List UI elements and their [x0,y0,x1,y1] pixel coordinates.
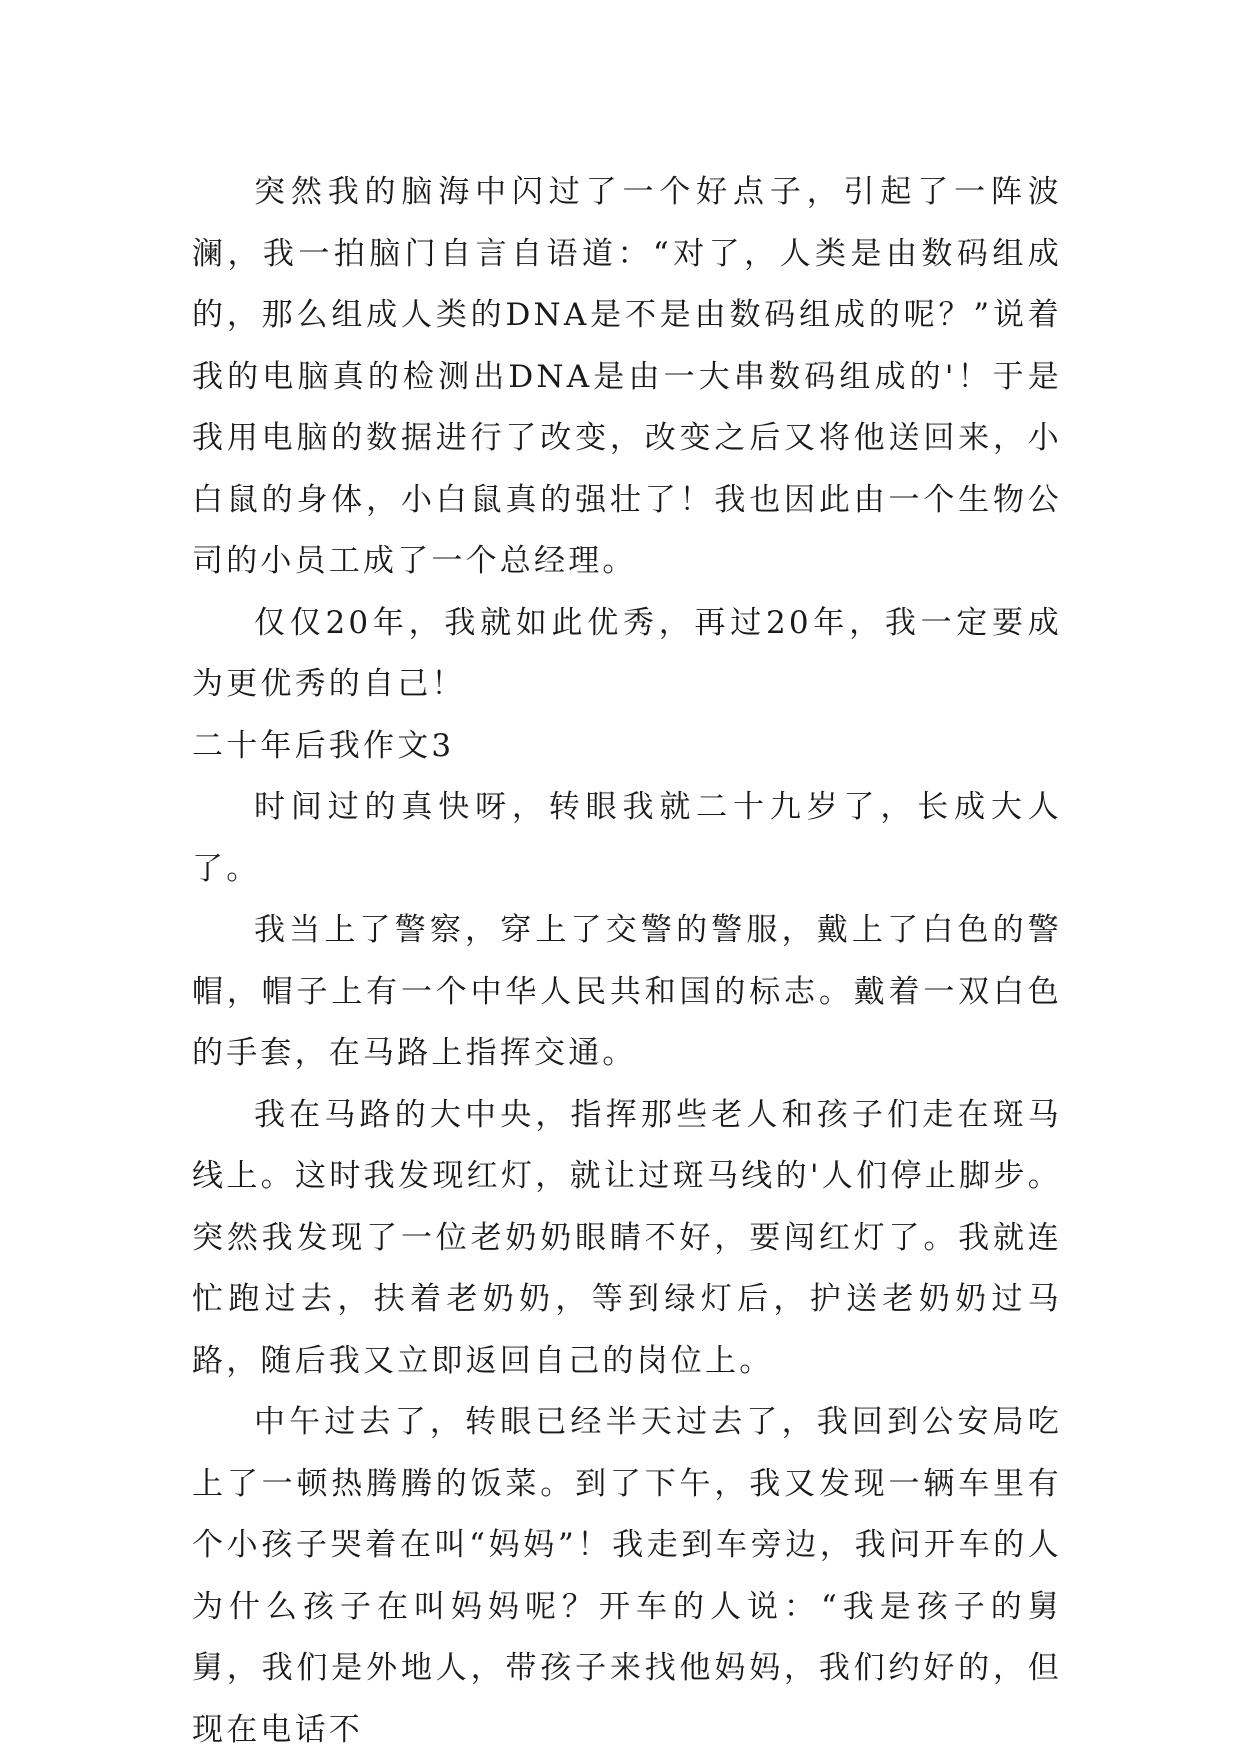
paragraph-crosswalk: 我在马路的大中央，指挥那些老人和孩子们走在斑马线上。这时我发现红灯，就让过斑马线的'人们停止脚步。突然我发现了一位老奶奶眼睛不好，要闯红灯了。我就连忙跑过去，扶着老奶奶，等到绿灯后，护送老奶奶过马路，随后我又立即返回自己的岗位上。 [192,1096,1062,1379]
document-body [192,162,1062,1761]
paragraph-police-uniform: 我当上了警察，穿上了交警的警服，戴上了白色的警帽，帽子上有一个中华人民共和国的标志。戴着一双白色的手套，在马路上指挥交通。 [192,912,1062,1071]
paragraph-time-flies: 时间过的真快呀，转眼我就二十九岁了，长成大人了。 [192,789,1062,887]
paragraph-invention: 突然我的脑海中闪过了一个好点子，引起了一阵波澜，我一拍脑门自言自语道：“对了，人类是由数码组成的，那么组成人类的DNA是不是由数码组成的呢？”说着我的电脑真的检测出DNA是由一大串数码组成的'！于是我用电脑的数据进行了改变，改变之后又将他送回来，小白鼠的身体，小白鼠真的强壮了！我也因此由一个生物公司的小员工成了一个总经理。 [192,174,1062,579]
paragraph-afternoon: 中午过去了，转眼已经半天过去了，我回到公安局吃上了一顿热腾腾的饭菜。到了下午，我又发现一辆车里有个小孩子哭着在叫“妈妈”！我走到车旁边，我问开车的人为什么孩子在叫妈妈呢？开车的人说：“我是孩子的舅舅，我们是外地人，带孩子来找他妈妈，我们约好的，但现在电话不 [192,1404,1062,1748]
paragraph-twenty-years: 仅仅20年，我就如此优秀，再过20年，我一定要成为更优秀的自己！ [192,604,1062,702]
essay-heading: 二十年后我作文3 [192,727,455,764]
